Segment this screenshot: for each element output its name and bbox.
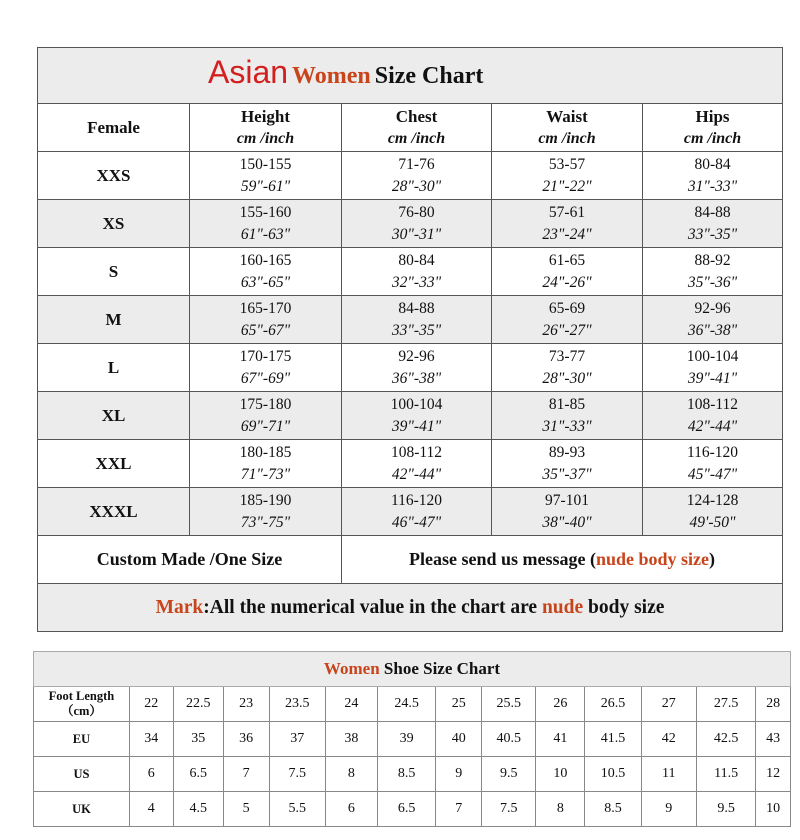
- cm-value: 97-101: [545, 491, 589, 509]
- inch-value: 39"-41": [391, 417, 442, 435]
- header-name: Chest: [395, 106, 438, 126]
- header-hips: [643, 104, 783, 152]
- custom-made-label: Custom Made /One Size: [38, 536, 342, 584]
- cell-waist: [492, 152, 643, 200]
- cell-waist: [492, 392, 643, 440]
- size-label: XXS: [38, 152, 190, 200]
- cm-value: 57-61: [548, 203, 586, 221]
- shoe-size-cell: 27.5: [696, 687, 755, 722]
- size-label: XXL: [38, 440, 190, 488]
- cell-height: [190, 488, 342, 536]
- shoe-size-cell: 23.5: [269, 687, 325, 722]
- table-row: [38, 296, 783, 344]
- inch-value: 32"-33": [391, 273, 442, 291]
- cm-value: 124-128: [686, 491, 739, 509]
- shoe-size-cell: 4: [129, 792, 173, 827]
- mark-accent: nude: [541, 596, 584, 618]
- header-waist: [492, 104, 643, 152]
- table-row: [38, 344, 783, 392]
- shoe-size-cell: 9.5: [482, 757, 536, 792]
- cm-value: 84-88: [398, 299, 435, 317]
- cell-height: [190, 200, 342, 248]
- cm-value: 180-185: [239, 443, 292, 461]
- cm-value: 160-165: [239, 251, 292, 269]
- inch-value: 49'-50": [689, 513, 736, 531]
- custom-message-accent: nude body size: [596, 549, 710, 569]
- cell-height: [190, 440, 342, 488]
- header-unit: cm /inch: [538, 129, 596, 147]
- shoe-size-cell: 6.5: [173, 757, 223, 792]
- shoe-size-cell: 10.5: [585, 757, 641, 792]
- table-row: [38, 440, 783, 488]
- cell-hips: [643, 392, 783, 440]
- shoe-size-cell: 7.5: [482, 792, 536, 827]
- header-name: Hips: [695, 106, 730, 126]
- shoe-size-cell: 38: [325, 722, 377, 757]
- cm-value: 53-57: [548, 155, 586, 173]
- cm-value: 92-96: [694, 299, 731, 317]
- header-height: [190, 104, 342, 152]
- header-chest: [342, 104, 492, 152]
- title-size-chart: Size Chart: [374, 63, 484, 89]
- inch-value: 35"-36": [687, 273, 738, 291]
- inch-value: 26"-27": [542, 321, 592, 339]
- inch-value: 38"-40": [542, 513, 592, 531]
- shoe-size-cell: 22: [129, 687, 173, 722]
- custom-message: [342, 536, 783, 584]
- cell-waist: [492, 296, 643, 344]
- mark-row: [38, 584, 783, 632]
- cm-value: 88-92: [694, 251, 731, 269]
- shoe-size-cell: 11: [641, 757, 696, 792]
- inch-value: 59"-61": [240, 177, 291, 195]
- shoe-row-label-line1: UK: [72, 801, 91, 816]
- shoe-size-cell: 8.5: [585, 792, 641, 827]
- size-chart-title: [38, 48, 783, 104]
- mark-text-after: body size: [583, 596, 665, 618]
- inch-value: 36"-38": [687, 321, 738, 339]
- shoe-size-cell: 6: [129, 757, 173, 792]
- size-chart-header-row: [38, 104, 783, 152]
- inch-value: 45"-47": [687, 465, 738, 483]
- shoe-size-cell: 11.5: [696, 757, 755, 792]
- shoe-size-cell: 7: [223, 757, 269, 792]
- cm-value: 76-80: [398, 203, 435, 221]
- header-unit: cm /inch: [387, 129, 446, 147]
- shoe-size-cell: 39: [377, 722, 435, 757]
- inch-value: 31"-33": [687, 177, 738, 195]
- shoe-size-cell: 12: [756, 757, 791, 792]
- title-women: Women: [292, 63, 371, 89]
- shoe-row-label: [34, 722, 130, 757]
- cell-height: [190, 152, 342, 200]
- size-label: XL: [38, 392, 190, 440]
- inch-value: 63"-65": [240, 273, 291, 291]
- table-row: [38, 200, 783, 248]
- shoe-title-women: Women: [323, 659, 380, 678]
- shoe-size-cell: 9: [436, 757, 482, 792]
- custom-message-after: ): [709, 549, 716, 569]
- header-female: Female: [38, 104, 190, 152]
- cm-value: 100-104: [390, 395, 443, 413]
- cell-chest: [342, 152, 492, 200]
- inch-value: 36"-38": [391, 369, 442, 387]
- shoe-size-cell: 10: [536, 757, 585, 792]
- shoe-size-cell: 41: [536, 722, 585, 757]
- cm-value: 175-180: [239, 395, 292, 413]
- shoe-size-cell: 36: [223, 722, 269, 757]
- shoe-size-cell: 6.5: [377, 792, 435, 827]
- header-unit: cm /inch: [236, 129, 295, 147]
- shoe-size-cell: 27: [641, 687, 696, 722]
- shoe-size-cell: 37: [269, 722, 325, 757]
- inch-value: 65"-67": [240, 321, 291, 339]
- shoe-size-cell: 8: [325, 757, 377, 792]
- cell-waist: [492, 344, 643, 392]
- shoe-size-cell: 35: [173, 722, 223, 757]
- inch-value: 73"-75": [240, 513, 291, 531]
- cm-value: 108-112: [686, 395, 739, 413]
- cm-value: 92-96: [398, 347, 435, 365]
- shoe-size-cell: 23: [223, 687, 269, 722]
- size-label: XXXL: [38, 488, 190, 536]
- shoe-size-cell: 43: [756, 722, 791, 757]
- shoe-size-cell: 42.5: [696, 722, 755, 757]
- cell-waist: [492, 440, 643, 488]
- mark-note: [38, 584, 783, 632]
- cell-hips: [643, 248, 783, 296]
- cm-value: 150-155: [239, 155, 292, 173]
- cell-chest: [342, 440, 492, 488]
- inch-value: 33"-35": [391, 321, 442, 339]
- inch-value: 42"-44": [391, 465, 442, 483]
- table-row: [38, 248, 783, 296]
- mark-text-before: :All the numerical value in the chart are: [203, 596, 542, 618]
- cm-value: 185-190: [239, 491, 292, 509]
- shoe-row-label-line1: Foot Length: [48, 689, 115, 703]
- cell-hips: [643, 440, 783, 488]
- size-label: XS: [38, 200, 190, 248]
- cm-value: 116-120: [390, 491, 443, 509]
- title-asian: Asian: [208, 54, 289, 90]
- inch-value: 33"-35": [687, 225, 738, 243]
- shoe-size-cell: 10: [756, 792, 791, 827]
- cm-value: 84-88: [694, 203, 731, 221]
- shoe-size-cell: 7: [436, 792, 482, 827]
- cm-value: 71-76: [398, 155, 435, 173]
- shoe-row-label-line2: （cm）: [60, 704, 102, 718]
- inch-value: 42"-44": [687, 417, 738, 435]
- inch-value: 23"-24": [542, 225, 592, 243]
- custom-message-before: Please send us message (: [409, 549, 596, 569]
- cell-hips: [643, 200, 783, 248]
- size-label: M: [38, 296, 190, 344]
- cell-chest: [342, 248, 492, 296]
- table-row: [38, 392, 783, 440]
- header-name: Height: [240, 106, 291, 126]
- shoe-size-cell: 9.5: [696, 792, 755, 827]
- cm-value: 80-84: [398, 251, 435, 269]
- cm-value: 89-93: [548, 443, 586, 461]
- cm-value: 165-170: [239, 299, 292, 317]
- cm-value: 81-85: [548, 395, 586, 413]
- cell-height: [190, 344, 342, 392]
- mark-label: Mark: [155, 596, 204, 618]
- shoe-size-cell: 5: [223, 792, 269, 827]
- cell-height: [190, 248, 342, 296]
- size-chart-title-row: [38, 48, 783, 104]
- shoe-size-cell: 9: [641, 792, 696, 827]
- shoe-size-cell: 40: [436, 722, 482, 757]
- shoe-size-cell: 8.5: [377, 757, 435, 792]
- shoe-size-cell: 41.5: [585, 722, 641, 757]
- inch-value: 67"-69": [240, 369, 291, 387]
- cell-waist: [492, 248, 643, 296]
- shoe-row-label-line1: US: [73, 766, 90, 781]
- shoe-size-cell: 25: [436, 687, 482, 722]
- cm-value: 170-175: [239, 347, 292, 365]
- shoe-size-cell: 4.5: [173, 792, 223, 827]
- cell-hips: [643, 344, 783, 392]
- shoe-size-cell: 7.5: [269, 757, 325, 792]
- cell-hips: [643, 296, 783, 344]
- shoe-title-rest: Shoe Size Chart: [379, 659, 501, 678]
- cell-waist: [492, 200, 643, 248]
- cell-chest: [342, 488, 492, 536]
- inch-value: 46"-47": [391, 513, 442, 531]
- size-chart-table: [37, 47, 783, 632]
- size-label: S: [38, 248, 190, 296]
- shoe-row-label-line1: EU: [72, 731, 91, 746]
- shoe-size-cell: 40.5: [482, 722, 536, 757]
- shoe-size-cell: 42: [641, 722, 696, 757]
- cell-height: [190, 296, 342, 344]
- shoe-chart-title: [34, 652, 791, 687]
- inch-value: 69"-71": [240, 417, 291, 435]
- shoe-size-cell: 26: [536, 687, 585, 722]
- shoe-size-cell: 26.5: [585, 687, 641, 722]
- cm-value: 100-104: [686, 347, 739, 365]
- shoe-chart-title-row: [34, 652, 791, 687]
- shoe-row-label: [34, 687, 130, 722]
- shoe-row-label: [34, 792, 130, 827]
- shoe-size-cell: 25.5: [482, 687, 536, 722]
- inch-value: 28"-30": [542, 369, 592, 387]
- inch-value: 31"-33": [542, 417, 592, 435]
- shoe-size-cell: 8: [536, 792, 585, 827]
- cm-value: 80-84: [694, 155, 731, 173]
- header-unit: cm /inch: [683, 129, 742, 147]
- cell-waist: [492, 488, 643, 536]
- inch-value: 21"-22": [542, 177, 592, 195]
- table-row: [34, 792, 791, 827]
- size-label: L: [38, 344, 190, 392]
- shoe-size-cell: 22.5: [173, 687, 223, 722]
- shoe-size-cell: 28: [756, 687, 791, 722]
- cm-value: 65-69: [548, 299, 586, 317]
- cell-chest: [342, 200, 492, 248]
- cell-height: [190, 392, 342, 440]
- shoe-size-cell: 24.5: [377, 687, 435, 722]
- shoe-size-cell: 24: [325, 687, 377, 722]
- inch-value: 24"-26": [542, 273, 592, 291]
- shoe-size-cell: 5.5: [269, 792, 325, 827]
- table-row: [34, 757, 791, 792]
- shoe-size-cell: 6: [325, 792, 377, 827]
- cm-value: 155-160: [239, 203, 292, 221]
- inch-value: 61"-63": [240, 225, 291, 243]
- header-name: Waist: [546, 106, 588, 126]
- table-row: [38, 152, 783, 200]
- cm-value: 116-120: [686, 443, 739, 461]
- cell-chest: [342, 344, 492, 392]
- table-row: [34, 687, 791, 722]
- cell-hips: [643, 152, 783, 200]
- cm-value: 73-77: [548, 347, 586, 365]
- inch-value: 28"-30": [391, 177, 442, 195]
- cm-value: 61-65: [548, 251, 586, 269]
- shoe-row-label: [34, 757, 130, 792]
- inch-value: 39"-41": [687, 369, 738, 387]
- custom-made-row: [38, 536, 783, 584]
- cell-chest: [342, 296, 492, 344]
- table-row: [38, 488, 783, 536]
- shoe-size-cell: 34: [129, 722, 173, 757]
- table-row: [34, 722, 791, 757]
- inch-value: 71"-73": [240, 465, 291, 483]
- cm-value: 108-112: [390, 443, 443, 461]
- inch-value: 35"-37": [542, 465, 592, 483]
- cell-chest: [342, 392, 492, 440]
- shoe-chart-table: [33, 651, 791, 827]
- inch-value: 30"-31": [391, 225, 442, 243]
- cell-hips: [643, 488, 783, 536]
